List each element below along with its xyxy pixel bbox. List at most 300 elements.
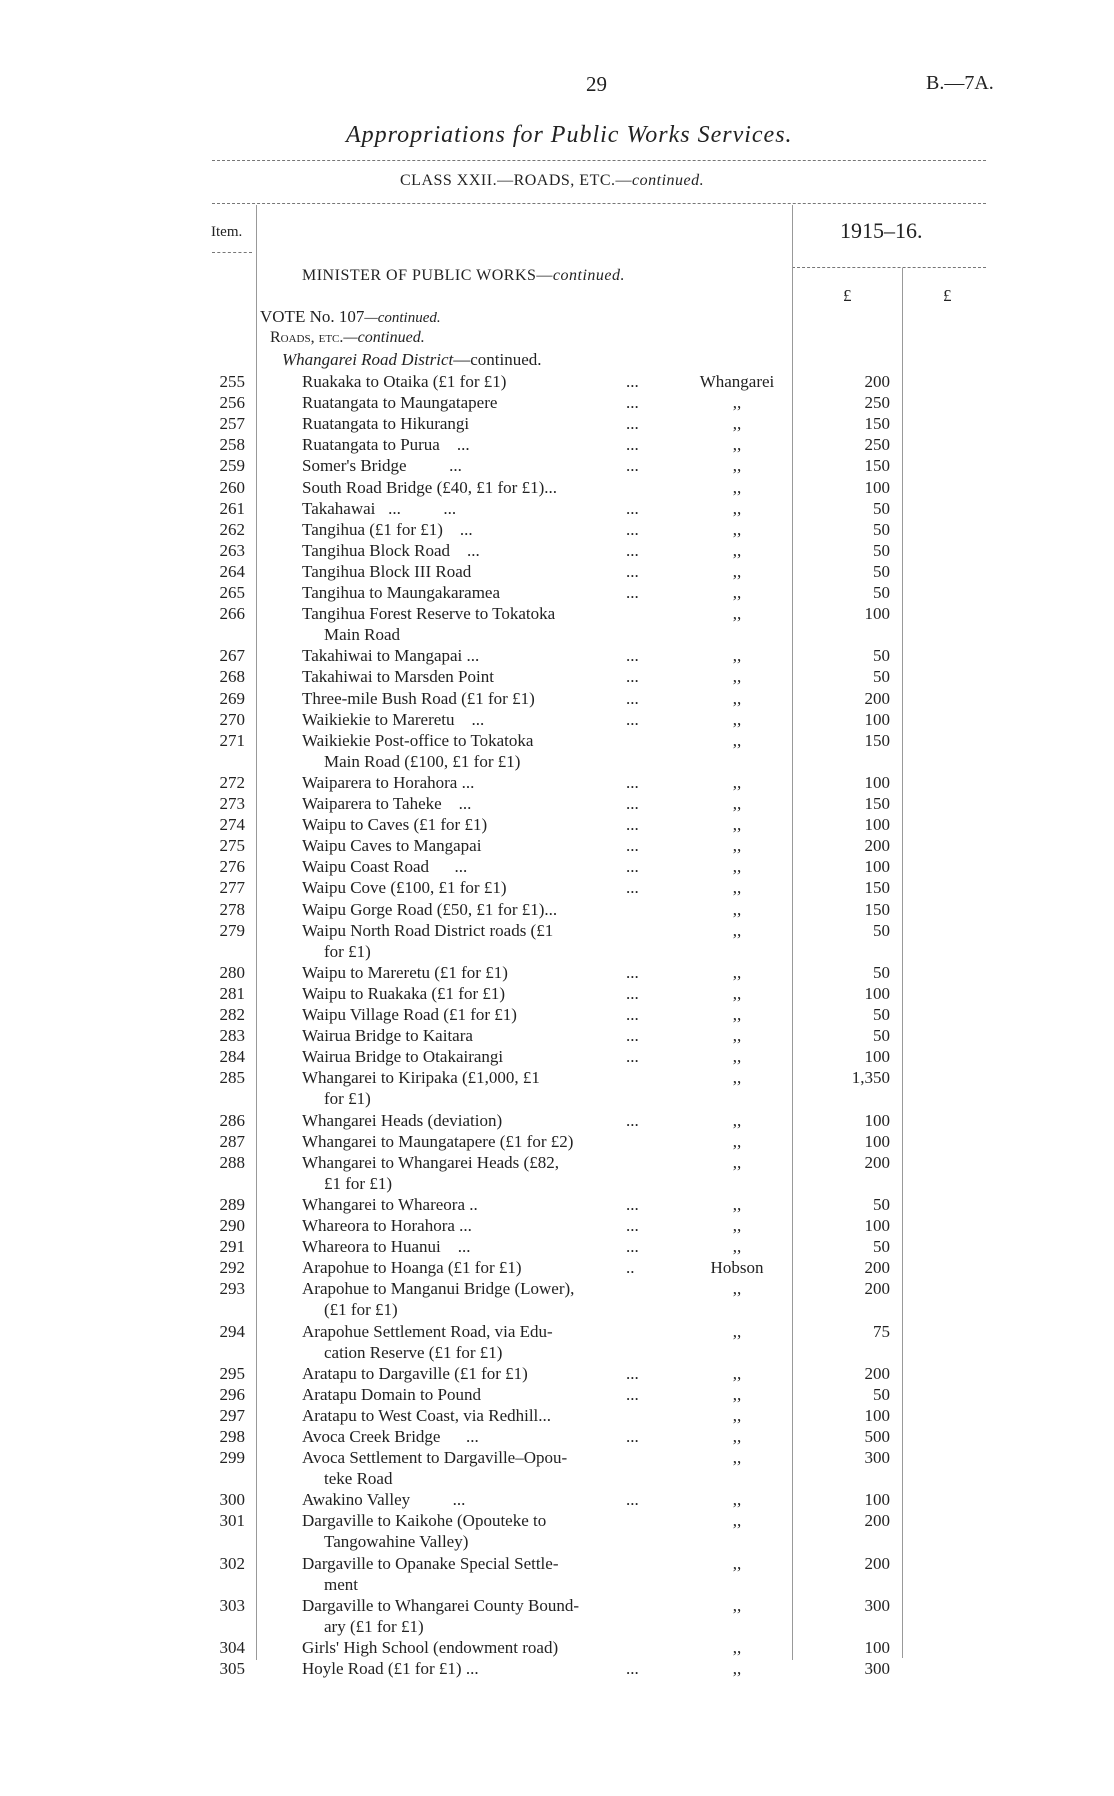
item-description: Ruatangata to Maungatapere bbox=[302, 393, 498, 413]
item-number: 274 bbox=[219, 815, 245, 835]
item-number: 259 bbox=[219, 456, 245, 476]
table-row bbox=[0, 814, 1114, 835]
item-amount: 50 bbox=[873, 667, 890, 687]
item-amount: 100 bbox=[864, 1047, 890, 1067]
table-row bbox=[0, 540, 1114, 561]
district-name: ,, bbox=[732, 983, 742, 1003]
item-number: 299 bbox=[219, 1448, 245, 1468]
district-name: ,, bbox=[732, 1427, 742, 1446]
currency-label: £ bbox=[843, 286, 852, 305]
item-number: 293 bbox=[219, 1279, 245, 1299]
district-name: ,, bbox=[732, 583, 742, 602]
item-number: 271 bbox=[219, 730, 245, 750]
item-amount: 50 bbox=[873, 1005, 890, 1024]
dot-leader: ... bbox=[626, 709, 639, 729]
table-row bbox=[0, 730, 1114, 772]
dot-leader: ... bbox=[626, 393, 639, 413]
item-description: Waipu Cove (£100, £1 for £1) bbox=[302, 878, 507, 898]
district-name: ,, bbox=[732, 1405, 742, 1425]
item-amount: 100 bbox=[864, 477, 890, 497]
item-amount: 100 bbox=[864, 772, 890, 792]
dot-leader: ... bbox=[626, 1490, 639, 1510]
item-description: Ruatangata to Purua ... bbox=[302, 435, 470, 455]
class-heading bbox=[400, 172, 704, 190]
item-number: 296 bbox=[219, 1384, 245, 1404]
table-row bbox=[0, 1510, 1114, 1552]
dot-leader: ... bbox=[626, 456, 639, 476]
item-amount: 50 bbox=[873, 962, 890, 982]
table-row bbox=[0, 477, 1114, 498]
table-row bbox=[0, 519, 1114, 540]
district-name: ,, bbox=[732, 1194, 742, 1214]
item-description: Main Road bbox=[324, 625, 401, 645]
item-number: 269 bbox=[219, 688, 245, 708]
item-number: 267 bbox=[219, 646, 245, 666]
item-amount: 50 bbox=[873, 1194, 890, 1214]
item-description: Wairua Bridge to Otakairangi bbox=[302, 1047, 504, 1067]
item-description: Waipu to Mareretu (£1 for £1) bbox=[302, 962, 508, 982]
table-row bbox=[0, 603, 1114, 645]
item-amount: 100 bbox=[864, 815, 890, 835]
item-amount: 250 bbox=[864, 435, 890, 455]
item-description: Waipu Gorge Road (£50, £1 for £1)... bbox=[302, 899, 558, 919]
item-amount: 50 bbox=[873, 498, 890, 518]
item-amount: 200 bbox=[864, 688, 890, 708]
item-description: Avoca Settlement to Dargaville–Opou- bbox=[302, 1448, 568, 1468]
item-number: 297 bbox=[219, 1405, 245, 1425]
item-amount: 100 bbox=[864, 1216, 890, 1235]
district-name: ,, bbox=[732, 1448, 742, 1468]
table-row bbox=[0, 1025, 1114, 1046]
item-description: Dargaville to Opanake Special Settle- bbox=[302, 1553, 559, 1573]
item-description: Arapohue to Hoanga (£1 for £1) bbox=[302, 1258, 522, 1278]
district-name: ,, bbox=[732, 456, 742, 476]
table-row bbox=[0, 962, 1114, 983]
item-number: 275 bbox=[219, 836, 245, 856]
item-number: 265 bbox=[219, 583, 245, 602]
item-description: Awakino Valley ... bbox=[302, 1490, 466, 1510]
item-description: Waiparera to Taheke ... bbox=[302, 794, 472, 813]
dot-leader: ... bbox=[626, 1026, 639, 1046]
item-description: (£1 for £1) bbox=[324, 1300, 398, 1320]
item-amount: 100 bbox=[864, 983, 890, 1003]
district-name: ,, bbox=[732, 540, 742, 560]
item-number: 294 bbox=[219, 1321, 245, 1341]
table-row bbox=[0, 899, 1114, 920]
item-number: 291 bbox=[219, 1237, 245, 1257]
item-description: Whangarei to Kiripaka (£1,000, £1 bbox=[302, 1068, 540, 1088]
item-number: 303 bbox=[219, 1595, 245, 1615]
item-description: Somer's Bridge ... bbox=[302, 456, 462, 476]
item-description: Ruakaka to Otaika (£1 for £1) bbox=[302, 372, 507, 391]
item-description: £1 for £1) bbox=[324, 1173, 392, 1193]
dot-leader: ... bbox=[626, 836, 639, 856]
item-description: Ruatangata to Hikurangi bbox=[302, 414, 470, 434]
dot-leader: ... bbox=[626, 1384, 639, 1404]
item-description: Whangarei to Whareora .. bbox=[302, 1194, 478, 1214]
district-name: ,, bbox=[732, 772, 742, 792]
class-heading-continued: continued. bbox=[632, 172, 705, 189]
item-description: Whangarei Heads (deviation) bbox=[302, 1110, 503, 1130]
item-amount: 150 bbox=[864, 414, 890, 434]
document-reference: B.—7A. bbox=[926, 72, 994, 94]
dot-leader: ... bbox=[626, 1110, 639, 1130]
item-amount: 100 bbox=[864, 1131, 890, 1151]
item-amount: 150 bbox=[864, 794, 890, 813]
item-number: 298 bbox=[219, 1427, 245, 1446]
district-name: ,, bbox=[732, 899, 742, 919]
district-name: ,, bbox=[732, 1216, 742, 1235]
item-amount: 150 bbox=[864, 878, 890, 898]
item-number: 270 bbox=[219, 709, 245, 729]
item-amount: 100 bbox=[864, 1110, 890, 1130]
item-number: 288 bbox=[219, 1152, 245, 1172]
item-description: ary (£1 for £1) bbox=[324, 1616, 424, 1636]
item-number: 287 bbox=[219, 1131, 245, 1151]
table-row bbox=[0, 582, 1114, 603]
district-text: Whangarei Road District bbox=[282, 350, 454, 369]
table-row bbox=[0, 1363, 1114, 1384]
item-amount: 50 bbox=[873, 1384, 890, 1404]
table-row bbox=[0, 1194, 1114, 1215]
year-column-header: 1915–16. bbox=[840, 218, 923, 243]
item-amount: 200 bbox=[864, 836, 890, 856]
district-name: ,, bbox=[732, 1595, 742, 1615]
district-name: ,, bbox=[732, 1026, 742, 1046]
item-amount: 200 bbox=[864, 1363, 890, 1383]
table-row bbox=[0, 1110, 1114, 1131]
item-amount: 200 bbox=[864, 1152, 890, 1172]
item-amount: 100 bbox=[864, 1638, 890, 1657]
item-description: for £1) bbox=[324, 1089, 371, 1109]
item-description: cation Reserve (£1 for £1) bbox=[324, 1342, 503, 1362]
dot-leader: ... bbox=[626, 583, 639, 602]
page-number: 29 bbox=[586, 72, 607, 96]
district-name: ,, bbox=[732, 1511, 742, 1531]
item-amount: 200 bbox=[864, 1258, 890, 1278]
vote-continued: —continued. bbox=[364, 310, 441, 326]
roads-continued: —continued. bbox=[343, 329, 425, 346]
item-amount: 50 bbox=[873, 561, 890, 581]
district-continued: —continued. bbox=[453, 350, 542, 369]
item-number: 301 bbox=[219, 1511, 245, 1531]
item-description: Arapohue to Manganui Bridge (Lower), bbox=[302, 1279, 575, 1299]
item-amount: 50 bbox=[873, 1026, 890, 1046]
table-row bbox=[0, 1595, 1114, 1637]
table-row bbox=[0, 561, 1114, 582]
dot-leader: ... bbox=[626, 1237, 639, 1257]
item-amount: 300 bbox=[864, 1595, 890, 1615]
item-description: Aratapu to Dargaville (£1 for £1) bbox=[302, 1363, 528, 1383]
item-number: 290 bbox=[219, 1216, 245, 1235]
item-amount: 150 bbox=[864, 899, 890, 919]
district-name: ,, bbox=[732, 1363, 742, 1383]
item-number: 279 bbox=[219, 920, 245, 940]
dot-leader: ... bbox=[626, 540, 639, 560]
item-number: 262 bbox=[219, 519, 245, 539]
district-name: ,, bbox=[732, 962, 742, 982]
table-row bbox=[0, 413, 1114, 434]
item-description: Waipu Village Road (£1 for £1) bbox=[302, 1005, 517, 1024]
item-description: Tangihua Block III Road bbox=[302, 561, 472, 581]
item-description: Wairua Bridge to Kaitara bbox=[302, 1026, 473, 1046]
item-number: 278 bbox=[219, 899, 245, 919]
district-name: ,, bbox=[732, 1321, 742, 1341]
class-heading-text: CLASS XXII.—ROADS, ETC.— bbox=[400, 172, 633, 189]
district-name: ,, bbox=[732, 1659, 742, 1679]
item-number: 305 bbox=[219, 1659, 245, 1679]
district-name: ,, bbox=[732, 1068, 742, 1088]
item-number: 261 bbox=[219, 498, 245, 518]
district-name: ,, bbox=[732, 920, 742, 940]
district-name: ,, bbox=[732, 688, 742, 708]
item-column-header: Item. bbox=[211, 224, 243, 240]
item-description: Dargaville to Whangarei County Bound- bbox=[302, 1595, 579, 1615]
item-description: Waipu Caves to Mangapai bbox=[302, 836, 482, 856]
item-number: 266 bbox=[219, 604, 245, 624]
item-number: 276 bbox=[219, 857, 245, 877]
district-name: ,, bbox=[732, 1110, 742, 1130]
table-row bbox=[0, 1046, 1114, 1067]
item-description: Waipu to Ruakaka (£1 for £1) bbox=[302, 983, 506, 1003]
item-description: Hoyle Road (£1 for £1) ... bbox=[302, 1659, 479, 1679]
roads-text: Roads, etc. bbox=[270, 329, 344, 346]
district-name: ,, bbox=[732, 709, 742, 729]
item-description: Three-mile Bush Road (£1 for £1) bbox=[302, 688, 535, 708]
table-row bbox=[0, 1321, 1114, 1363]
table-row bbox=[0, 371, 1114, 392]
item-number: 304 bbox=[219, 1638, 245, 1657]
table-row bbox=[0, 1405, 1114, 1426]
table-row bbox=[0, 1553, 1114, 1595]
item-description: Avoca Creek Bridge ... bbox=[302, 1427, 479, 1446]
item-amount: 100 bbox=[864, 604, 890, 624]
dot-leader: ... bbox=[626, 372, 639, 391]
item-description: teke Road bbox=[324, 1469, 393, 1489]
minister-heading bbox=[302, 267, 625, 285]
table-row bbox=[0, 1278, 1114, 1320]
item-description: Main Road (£100, £1 for £1) bbox=[324, 751, 521, 771]
dot-leader: ... bbox=[626, 857, 639, 877]
item-amount: 50 bbox=[873, 519, 890, 539]
item-amount: 300 bbox=[864, 1659, 890, 1679]
dot-leader: ... bbox=[626, 435, 639, 455]
item-description: South Road Bridge (£40, £1 for £1)... bbox=[302, 477, 557, 497]
page-title: Appropriations for Public Works Services. bbox=[346, 122, 793, 148]
item-amount: 250 bbox=[864, 393, 890, 413]
item-amount: 200 bbox=[864, 1553, 890, 1573]
item-number: 277 bbox=[219, 878, 245, 898]
table-row bbox=[0, 793, 1114, 814]
district-name: ,, bbox=[732, 646, 742, 666]
district-name: ,, bbox=[732, 1279, 742, 1299]
item-description: Tangihua Block Road ... bbox=[302, 540, 480, 560]
item-amount: 200 bbox=[864, 1279, 890, 1299]
item-description: Waipu to Caves (£1 for £1) bbox=[302, 815, 488, 835]
dot-leader: ... bbox=[626, 646, 639, 666]
divider bbox=[212, 252, 252, 253]
district-name: ,, bbox=[732, 815, 742, 835]
item-description: Takahiwai to Mangapai ... bbox=[302, 646, 480, 666]
item-description: Tangowahine Valley) bbox=[324, 1532, 469, 1552]
item-number: 272 bbox=[219, 772, 245, 792]
item-number: 255 bbox=[219, 372, 245, 391]
item-number: 300 bbox=[219, 1490, 245, 1510]
table-row bbox=[0, 835, 1114, 856]
table-row bbox=[0, 1004, 1114, 1025]
item-number: 264 bbox=[219, 561, 245, 581]
item-amount: 75 bbox=[873, 1321, 890, 1341]
dot-leader: ... bbox=[626, 1047, 639, 1067]
roads-heading bbox=[270, 329, 425, 347]
district-name: ,, bbox=[732, 1384, 742, 1404]
district-name: ,, bbox=[732, 393, 742, 413]
table-row bbox=[0, 1131, 1114, 1152]
item-amount: 150 bbox=[864, 730, 890, 750]
district-name: ,, bbox=[732, 561, 742, 581]
district-name: ,, bbox=[732, 604, 742, 624]
item-description: Arapohue Settlement Road, via Edu- bbox=[302, 1321, 553, 1341]
item-number: 289 bbox=[219, 1194, 245, 1214]
item-description: Tangihua to Maungakaramea bbox=[302, 583, 501, 602]
table-row bbox=[0, 434, 1114, 455]
district-name: ,, bbox=[732, 730, 742, 750]
item-number: 256 bbox=[219, 393, 245, 413]
district-name: ,, bbox=[732, 1152, 742, 1172]
item-description: for £1) bbox=[324, 941, 371, 961]
table-row bbox=[0, 1257, 1114, 1278]
dot-leader: ... bbox=[626, 688, 639, 708]
item-number: 258 bbox=[219, 435, 245, 455]
district-name: ,, bbox=[732, 794, 742, 813]
dot-leader: ... bbox=[626, 1216, 639, 1235]
table-row bbox=[0, 1067, 1114, 1109]
item-amount: 200 bbox=[864, 1511, 890, 1531]
item-number: 263 bbox=[219, 540, 245, 560]
divider bbox=[792, 267, 986, 268]
district-name: Hobson bbox=[710, 1258, 764, 1278]
divider bbox=[212, 203, 986, 204]
district-name: ,, bbox=[732, 435, 742, 455]
item-number: 257 bbox=[219, 414, 245, 434]
item-amount: 150 bbox=[864, 456, 890, 476]
table-row bbox=[0, 392, 1114, 413]
item-number: 284 bbox=[219, 1047, 245, 1067]
district-name: ,, bbox=[732, 878, 742, 898]
item-description: Dargaville to Kaikohe (Opouteke to bbox=[302, 1511, 547, 1531]
dot-leader: ... bbox=[626, 1194, 639, 1214]
item-number: 292 bbox=[219, 1258, 245, 1278]
district-name: ,, bbox=[732, 1131, 742, 1151]
dot-leader: ... bbox=[626, 498, 639, 518]
item-amount: 100 bbox=[864, 709, 890, 729]
dot-leader: ... bbox=[626, 519, 639, 539]
table-row bbox=[0, 920, 1114, 962]
item-number: 302 bbox=[219, 1553, 245, 1573]
dot-leader: ... bbox=[626, 1659, 639, 1679]
item-number: 295 bbox=[219, 1363, 245, 1383]
table-row bbox=[0, 1236, 1114, 1257]
item-number: 260 bbox=[219, 477, 245, 497]
item-amount: 300 bbox=[864, 1448, 890, 1468]
currency-label: £ bbox=[943, 286, 952, 305]
item-amount: 50 bbox=[873, 540, 890, 560]
dot-leader: ... bbox=[626, 983, 639, 1003]
dot-leader: ... bbox=[626, 815, 639, 835]
dot-leader: ... bbox=[626, 667, 639, 687]
item-description: Tangihua Forest Reserve to Tokatoka bbox=[302, 604, 556, 624]
divider bbox=[212, 160, 986, 161]
item-description: Whareora to Horahora ... bbox=[302, 1216, 472, 1235]
dot-leader: .. bbox=[626, 1258, 635, 1278]
district-name: ,, bbox=[732, 414, 742, 434]
item-description: Tangihua (£1 for £1) ... bbox=[302, 519, 473, 539]
vote-heading bbox=[260, 307, 441, 327]
item-description: Takahawai ... ... bbox=[302, 498, 457, 518]
district-name: ,, bbox=[732, 1553, 742, 1573]
table-row bbox=[0, 709, 1114, 730]
item-description: Waipu North Road District roads (£1 bbox=[302, 920, 554, 940]
district-name: Whangarei bbox=[699, 372, 775, 391]
item-description: Waikiekie to Mareretu ... bbox=[302, 709, 485, 729]
item-number: 281 bbox=[219, 983, 245, 1003]
item-amount: 100 bbox=[864, 1405, 890, 1425]
dot-leader: ... bbox=[626, 414, 639, 434]
district-name: ,, bbox=[732, 1638, 742, 1657]
district-name: ,, bbox=[732, 857, 742, 877]
item-description: Girls' High School (endowment road) bbox=[302, 1638, 559, 1657]
table-row bbox=[0, 645, 1114, 666]
table-row bbox=[0, 498, 1114, 519]
item-description: ment bbox=[324, 1574, 358, 1594]
table-row bbox=[0, 688, 1114, 709]
vote-text: VOTE No. 107 bbox=[260, 307, 365, 326]
minister-continued: continued. bbox=[552, 267, 625, 284]
table-row bbox=[0, 1637, 1114, 1658]
minister-text: MINISTER OF PUBLIC WORKS— bbox=[302, 267, 553, 284]
table-row bbox=[0, 983, 1114, 1004]
item-number: 268 bbox=[219, 667, 245, 687]
table-row bbox=[0, 666, 1114, 687]
item-amount: 100 bbox=[864, 857, 890, 877]
item-number: 280 bbox=[219, 962, 245, 982]
item-amount: 500 bbox=[864, 1427, 890, 1446]
district-name: ,, bbox=[732, 1490, 742, 1510]
item-amount: 100 bbox=[864, 1490, 890, 1510]
table-row bbox=[0, 1384, 1114, 1405]
table-row bbox=[0, 1658, 1114, 1679]
district-name: ,, bbox=[732, 1237, 742, 1257]
dot-leader: ... bbox=[626, 794, 639, 813]
dot-leader: ... bbox=[626, 1005, 639, 1024]
item-amount: 50 bbox=[873, 646, 890, 666]
table-row bbox=[0, 772, 1114, 793]
item-number: 273 bbox=[219, 794, 245, 813]
table-row bbox=[0, 455, 1114, 476]
district-name: ,, bbox=[732, 477, 742, 497]
district-heading bbox=[282, 350, 542, 370]
item-description: Aratapu Domain to Pound bbox=[302, 1384, 481, 1404]
item-description: Takahiwai to Marsden Point bbox=[302, 667, 494, 687]
item-amount: 50 bbox=[873, 1237, 890, 1257]
table-row bbox=[0, 856, 1114, 877]
item-description: Whareora to Huanui ... bbox=[302, 1237, 471, 1257]
table-row bbox=[0, 1215, 1114, 1236]
item-number: 285 bbox=[219, 1068, 245, 1088]
district-name: ,, bbox=[732, 836, 742, 856]
district-name: ,, bbox=[732, 1047, 742, 1067]
district-name: ,, bbox=[732, 519, 742, 539]
